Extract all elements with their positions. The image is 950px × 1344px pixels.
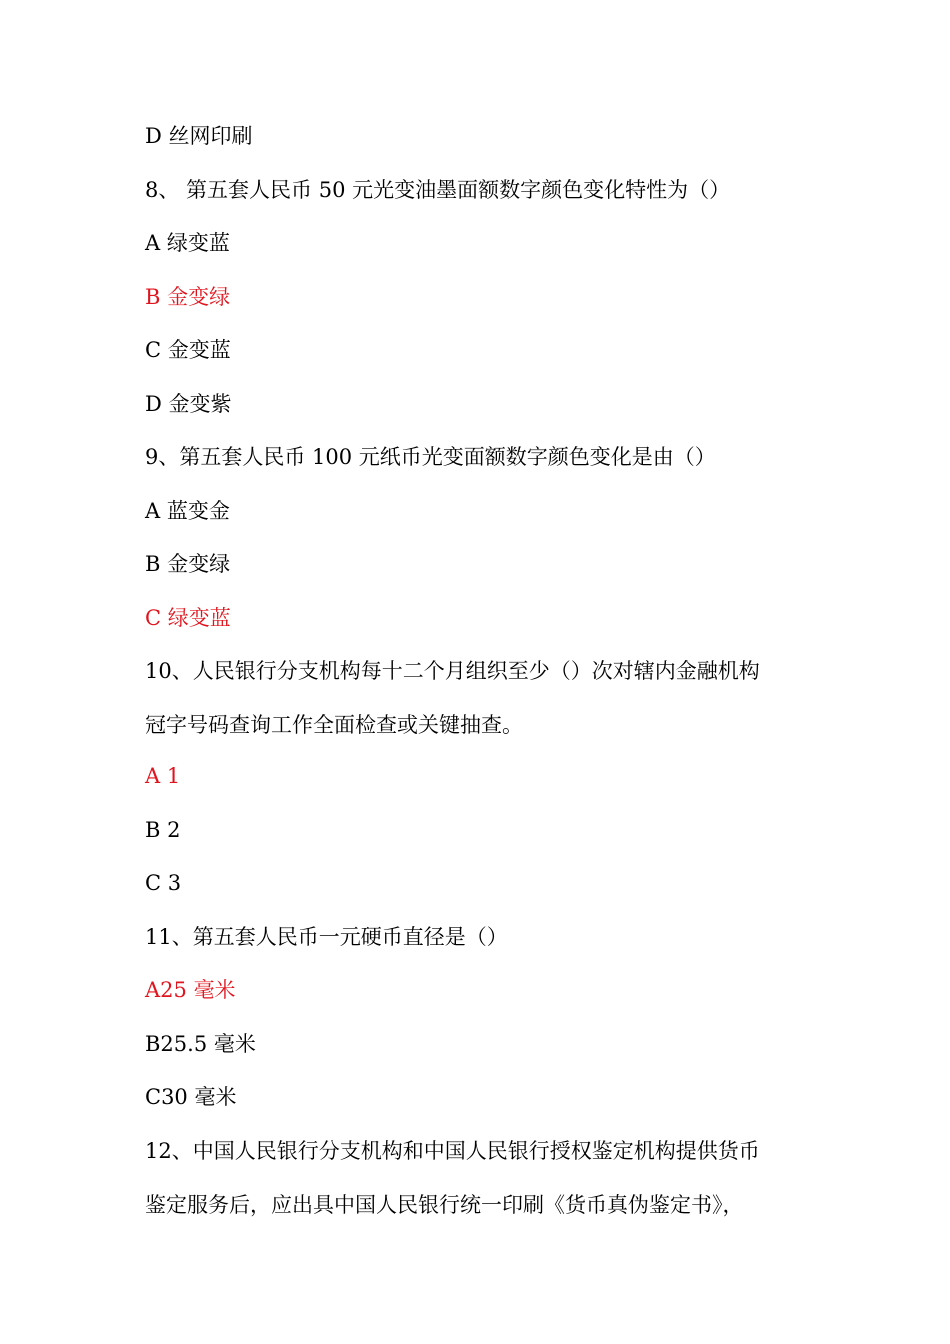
option-text: B25.5 毫米 xyxy=(145,1032,256,1056)
answer-option-text: B 金变绿 xyxy=(145,285,231,309)
option-text: C 3 xyxy=(145,871,182,895)
option-text: D 丝网印刷 xyxy=(145,124,253,148)
answer-option-text: C 绿变蓝 xyxy=(145,606,231,630)
option-text: D 金变紫 xyxy=(145,392,232,416)
question-text: 10、人民银行分支机构每十二个月组织至少（）次对辖内金融机构 xyxy=(145,659,760,683)
question-text: 11、第五套人民币一元硬币直径是（） xyxy=(145,925,508,949)
answer-option-text: A 1 xyxy=(145,764,181,788)
option-text: B 金变绿 xyxy=(145,552,231,576)
option-text: A 绿变蓝 xyxy=(145,231,230,255)
option-text: A 蓝变金 xyxy=(145,499,230,523)
option-text: C 金变蓝 xyxy=(145,338,231,362)
question-text: 8、 第五套人民币 50 元光变油墨面额数字颜色变化特性为（） xyxy=(145,178,731,202)
question-text: 9、第五套人民币 100 元纸币光变面额数字颜色变化是由（） xyxy=(145,445,716,469)
question-text-continued: 冠字号码查询工作全面检查或关键抽查。 xyxy=(145,713,523,737)
question-text-continued: 鉴定服务后，应出具中国人民银行统一印刷《货币真伪鉴定书》， xyxy=(145,1193,744,1217)
option-text: B 2 xyxy=(145,818,181,842)
answer-option-text: A25 毫米 xyxy=(145,978,236,1002)
question-text: 12、中国人民银行分支机构和中国人民银行授权鉴定机构提供货币 xyxy=(145,1139,760,1163)
option-text: C30 毫米 xyxy=(145,1085,237,1109)
